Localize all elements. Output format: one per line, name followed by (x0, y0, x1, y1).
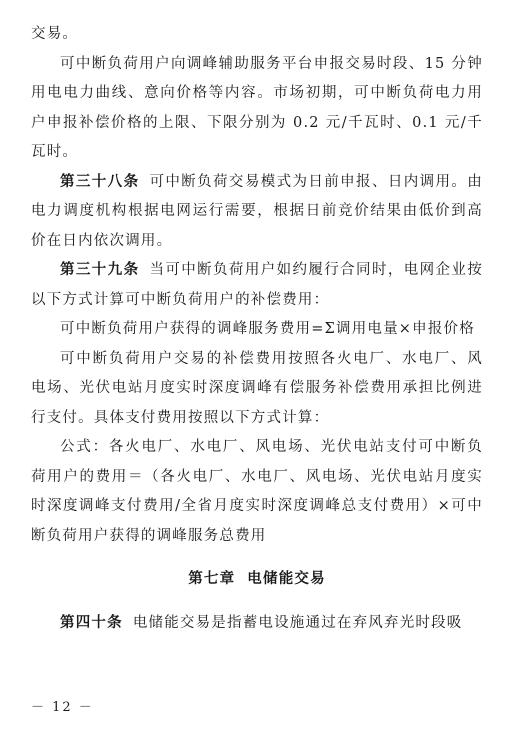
article-40 (31, 609, 483, 639)
body-text (31, 20, 483, 638)
chapter-heading (31, 565, 483, 595)
paragraph-compensation: 可中断负荷用户交易的补偿费用按照各火电厂、水电厂、风电场、光伏电站月度实时深度调峰有偿服务补偿费用承担比例进行支付。具体支付费用按照以下方式计算： (31, 350, 483, 426)
article-38-text: 可中断负荷交易模式为日前申报、日内调用。由电力调度机构根据电网运行需要，根据日前竞价结果由低价到高价在日内依次调用。 (31, 173, 484, 249)
paragraph-payment-formula: 公式：各火电厂、水电厂、风电场、光伏电站支付可中断负荷用户的费用＝（各火电厂、水电厂、风电场、光伏电站月度实时深度调峰支付费用/全省月度实时深度调峰总支付费用）×可中断负荷用户获得的调峰服务总费用 (31, 439, 483, 544)
article-39-text: 当可中断负荷用户如约履行合同时，电网企业按以下方式计算可中断负荷用户的补偿费用： (31, 262, 484, 308)
article-38-label: 第三十八条 (60, 173, 140, 190)
article-40-label: 第四十条 (60, 614, 123, 631)
paragraph-fee-formula: 可中断负荷用户获得的调峰服务费用=Σ调用电量×申报价格 (60, 321, 475, 337)
chapter-title: 电储能交易 (247, 571, 326, 587)
page-number: － 12 － (31, 700, 94, 715)
article-39 (31, 256, 483, 315)
article-39-label: 第三十九条 (60, 262, 140, 278)
paragraph-continuation: 交易。 (31, 26, 79, 42)
paragraph-declaration: 可中断负荷用户向调峰辅助服务平台申报交易时段、15 分钟用电电力曲线、意向价格等内容。市场初期，可中断负荷电力用户申报补偿价格的上限、下限分别为 0.2 元/千瓦时、0.1 元/千瓦时。 (31, 55, 483, 160)
chapter-number: 第七章 (188, 571, 236, 587)
article-40-text: 电储能交易是指蓄电设施通过在弃风弃光时段吸 (132, 614, 463, 631)
article-38 (31, 168, 483, 257)
